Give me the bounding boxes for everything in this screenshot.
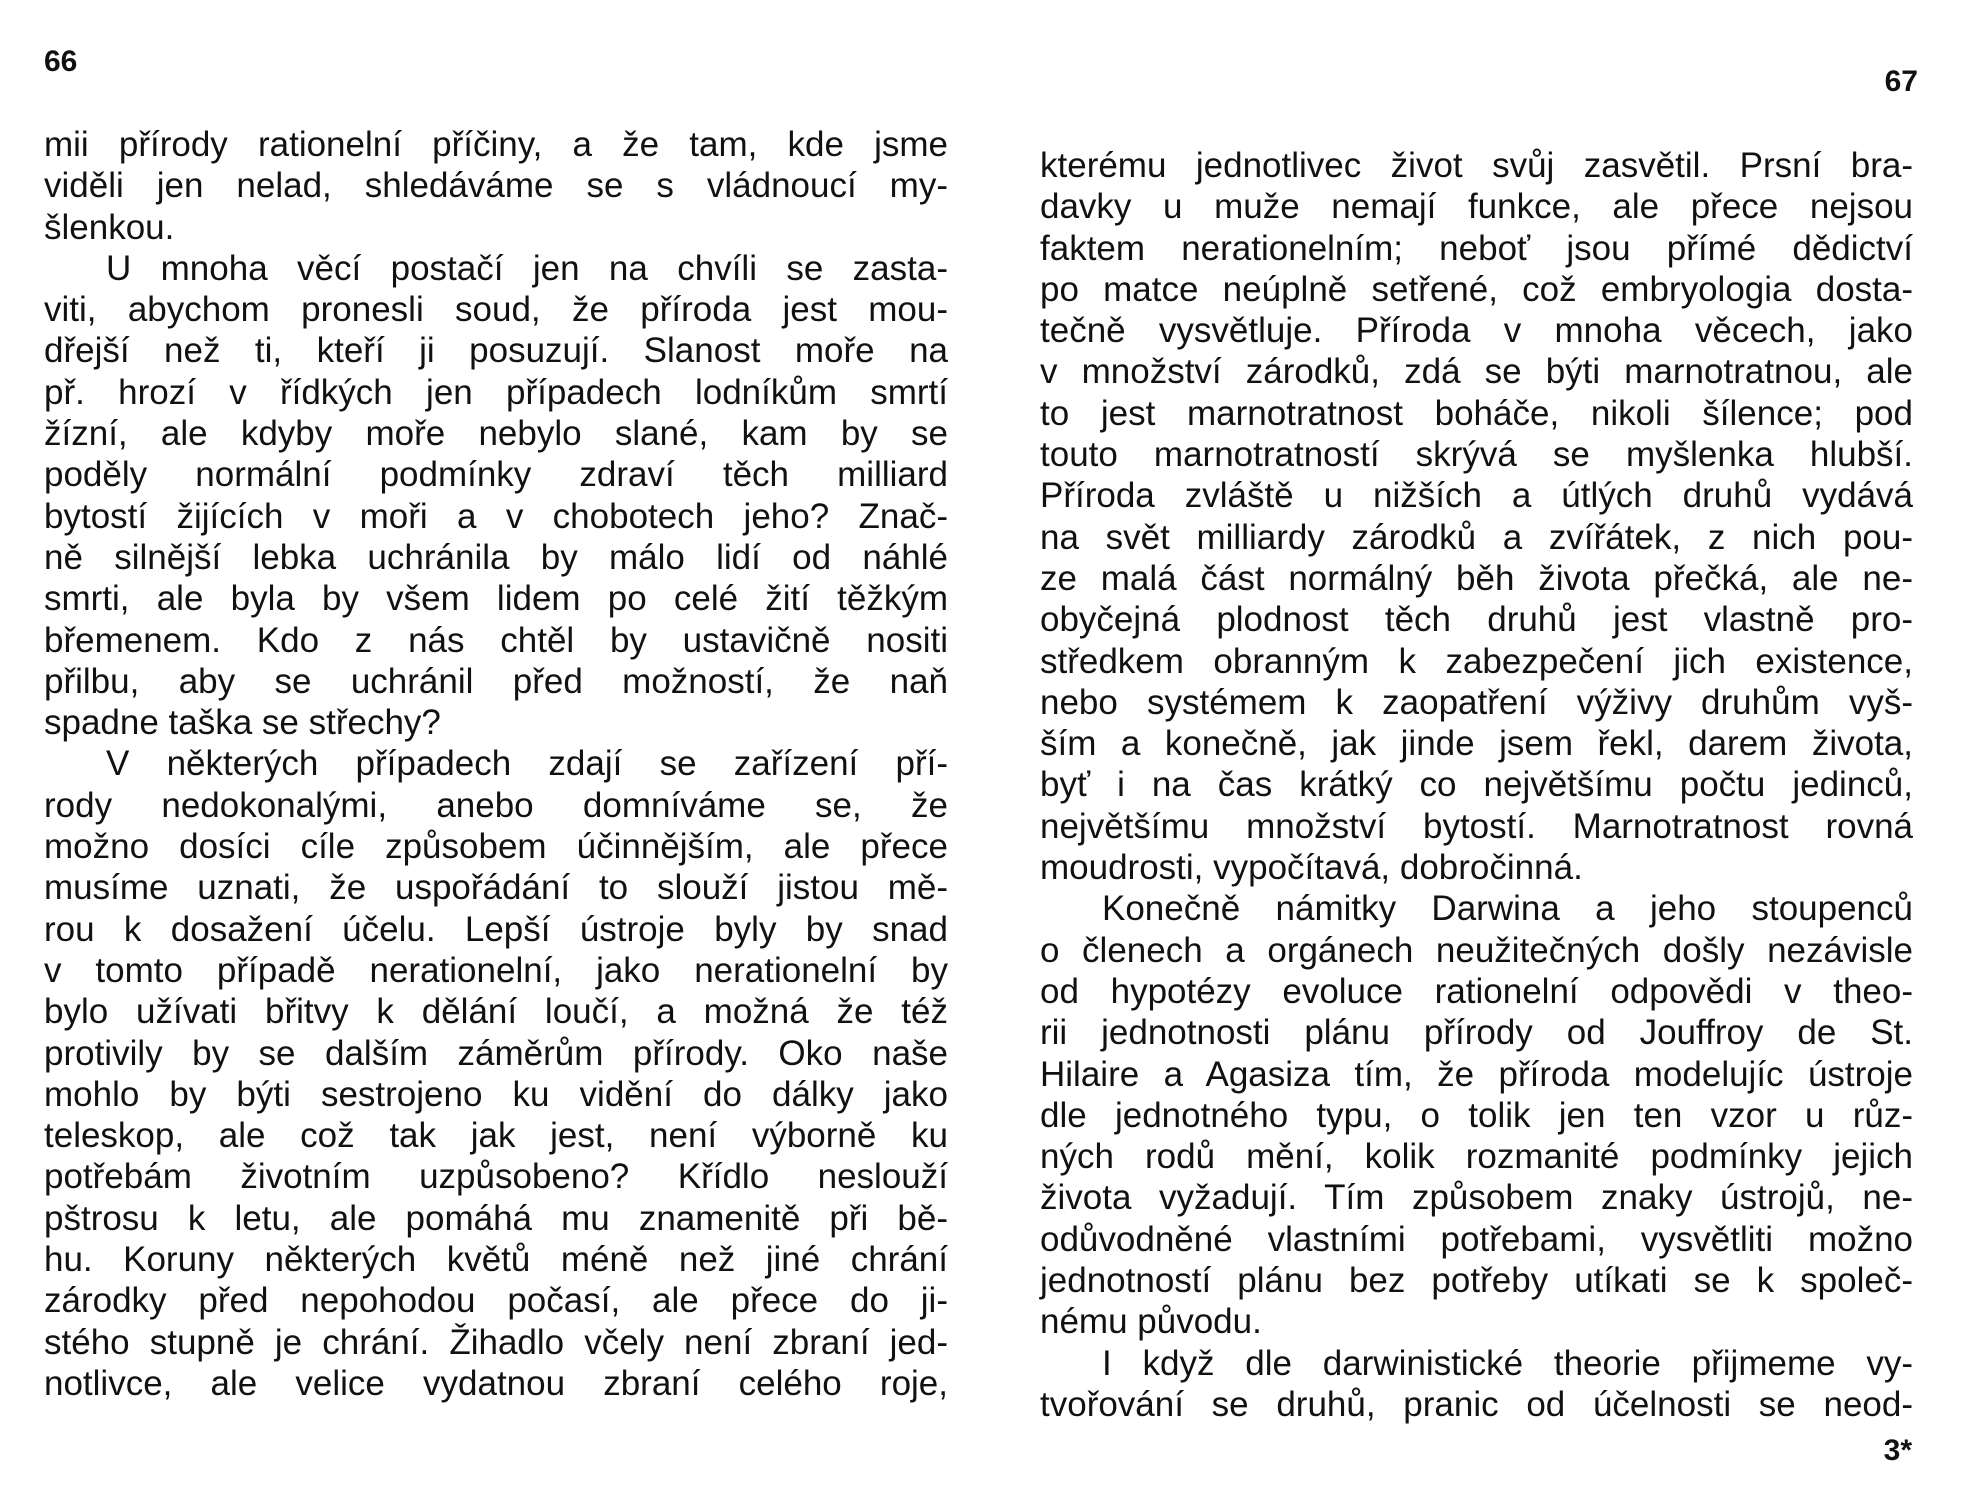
text-line: protivily by se dalším záměrům přírody. Oko naše (44, 1033, 948, 1073)
text-line: pštrosu k letu, ale pomáhá mu znamenitě při bě- (44, 1198, 948, 1238)
text-line: ze malá část normálný běh života přečká, ale ne- (1040, 558, 1913, 598)
text-line: o členech a orgánech neužitečných došly nezávisle (1040, 930, 1913, 970)
text-line: byť i na čas krátký co největšímu počtu jedinců, (1040, 765, 1913, 805)
text-line: teleskop, ale což tak jak jest, není výborně ku (44, 1116, 948, 1156)
text-line: Příroda zvláště u nižších a útlých druhů vydává (1040, 476, 1913, 516)
text-line: břemenem. Kdo z nás chtěl by ustavičně nositi (44, 620, 948, 660)
text-line: musíme uznati, že uspořádání to slouží jistou mě- (44, 868, 948, 908)
text-line: U mnoha věcí postačí jen na chvíli se zasta- (106, 248, 948, 288)
text-line: kterému jednotlivec život svůj zasvětil. Prsní bra- (1040, 146, 1913, 185)
text-line: v množství zárodků, zdá se býti marnotratnou, ale (1040, 352, 1913, 392)
text-line: stého stupně je chrání. Žihadlo včely není zbraní jed- (44, 1322, 948, 1362)
text-line: potřebám životním uzpůsobeno? Křídlo neslouží (44, 1157, 948, 1197)
text-line: poděly normální podmínky zdraví těch milliard (44, 455, 948, 495)
text-line: bytostí žijících v moři a v chobotech jeho? Znač- (44, 496, 948, 536)
text-line: rii jednotnosti plánu přírody od Jouffroy de St. (1040, 1013, 1913, 1053)
text-line: na svět milliardy zárodků a zvířátek, z nich pou- (1040, 517, 1913, 557)
text-line: I když dle darwinistické theorie přijmeme vy- (1102, 1343, 1913, 1383)
text-line: př. hrozí v řídkých jen případech lodníkům smrtí (44, 372, 948, 412)
text-line: od hypotézy evoluce rationelní odpovědi v theo- (1040, 971, 1913, 1011)
text-line: odůvodněné vlastními potřebami, vysvětliti možno (1040, 1219, 1913, 1259)
text-line: žízní, ale kdyby moře nebylo slané, kam by se (44, 414, 948, 454)
text-line: Konečně námitky Darwina a jeho stoupenců (1102, 889, 1913, 929)
page-number: 66 (44, 45, 78, 78)
text-line: dle jednotného typu, o tolik jen ten vzor u růz- (1040, 1095, 1913, 1135)
text-line: touto marnotratností skrývá se myšlenka hlubší. (1040, 435, 1913, 475)
text-line: viděli jen nelad, shledáváme se s vládnoucí my- (44, 166, 948, 206)
text-line: faktem nerationelním; neboť jsou přímé dědictví (1040, 228, 1913, 268)
body-text (1040, 145, 1913, 1425)
text-line: V některých případech zdají se zařízení pří- (106, 744, 948, 784)
text-line: přilbu, aby se uchránil před možností, že naň (44, 661, 948, 701)
text-line: mii přírody rationelní příčiny, a že tam, kde jsme (44, 125, 948, 164)
text-line: Hilaire a Agasiza tím, že příroda modelujíc ústroje (1040, 1054, 1913, 1094)
text-line: možno dosíci cíle způsobem účinnějším, ale přece (44, 827, 948, 867)
text-line: v tomto případě nerationelní, jako nerationelní by (44, 950, 948, 990)
text-line: notlivce, ale velice vydatnou zbraní celého roje, (44, 1363, 948, 1403)
text-line: davky u muže nemají funkce, ale přece nejsou (1040, 187, 1913, 227)
text-line: hu. Koruny některých květů méně než jiné chrání (44, 1240, 948, 1280)
text-line: rou k dosažení účelu. Lepší ústroje byly by snad (44, 909, 948, 949)
text-line: tvořování se druhů, pranic od účelnosti se neod- (1040, 1384, 1913, 1424)
text-line: nému původu. (1040, 1302, 1262, 1342)
text-line: dřejší než ti, kteří ji posuzují. Slanost moře na (44, 331, 948, 371)
text-line: života vyžadují. Tím způsobem znaky ústrojů, ne- (1040, 1178, 1913, 1218)
text-line: tečně vysvětluje. Příroda v mnoha věcech, jako (1040, 311, 1913, 351)
text-line: ně silnější lebka uchránila by málo lidí od náhlé (44, 537, 948, 577)
signature-mark: 3* (1883, 1434, 1912, 1467)
text-line: moudrosti, vypočítavá, dobročinná. (1040, 848, 1583, 888)
page-number: 67 (1884, 65, 1918, 98)
text-line: smrti, ale byla by všem lidem po celé žití těžkým (44, 579, 948, 619)
text-line: zárodky před nepohodou počasí, ale přece do ji- (44, 1281, 948, 1321)
right-page (981, 0, 1962, 1500)
text-line: mohlo by býti sestrojeno ku vidění do dálky jako (44, 1074, 948, 1114)
text-line: největšímu množství bytostí. Marnotratnost rovná (1040, 806, 1913, 846)
text-line: spadne taška se střechy? (44, 703, 441, 743)
text-line: nebo systémem k zaopatření výživy druhům vyš- (1040, 682, 1913, 722)
text-line: středkem obranným k zabezpečení jich existence, (1040, 641, 1913, 681)
text-line: bylo užívati břitvy k dělání loučí, a možná že též (44, 992, 948, 1032)
text-line: šlenkou. (44, 207, 175, 247)
text-line: po matce neúplně setřené, což embryologia dosta- (1040, 269, 1913, 309)
text-line: rody nedokonalými, anebo domníváme se, že (44, 785, 948, 825)
text-line: ných rodů mění, kolik rozmanité podmínky jejich (1040, 1137, 1913, 1177)
text-line: viti, abychom pronesli soud, že příroda jest mou- (44, 290, 948, 330)
text-line: ším a konečně, jak jinde jsem řekl, darem života, (1040, 724, 1913, 764)
text-line: obyčejná plodnost těch druhů jest vlastně pro- (1040, 600, 1913, 640)
body-text (44, 124, 948, 1404)
text-line: jednotností plánu bez potřeby utíkati se k společ- (1040, 1261, 1913, 1301)
text-line: to jest marnotratnost boháče, nikoli šílence; pod (1040, 393, 1913, 433)
